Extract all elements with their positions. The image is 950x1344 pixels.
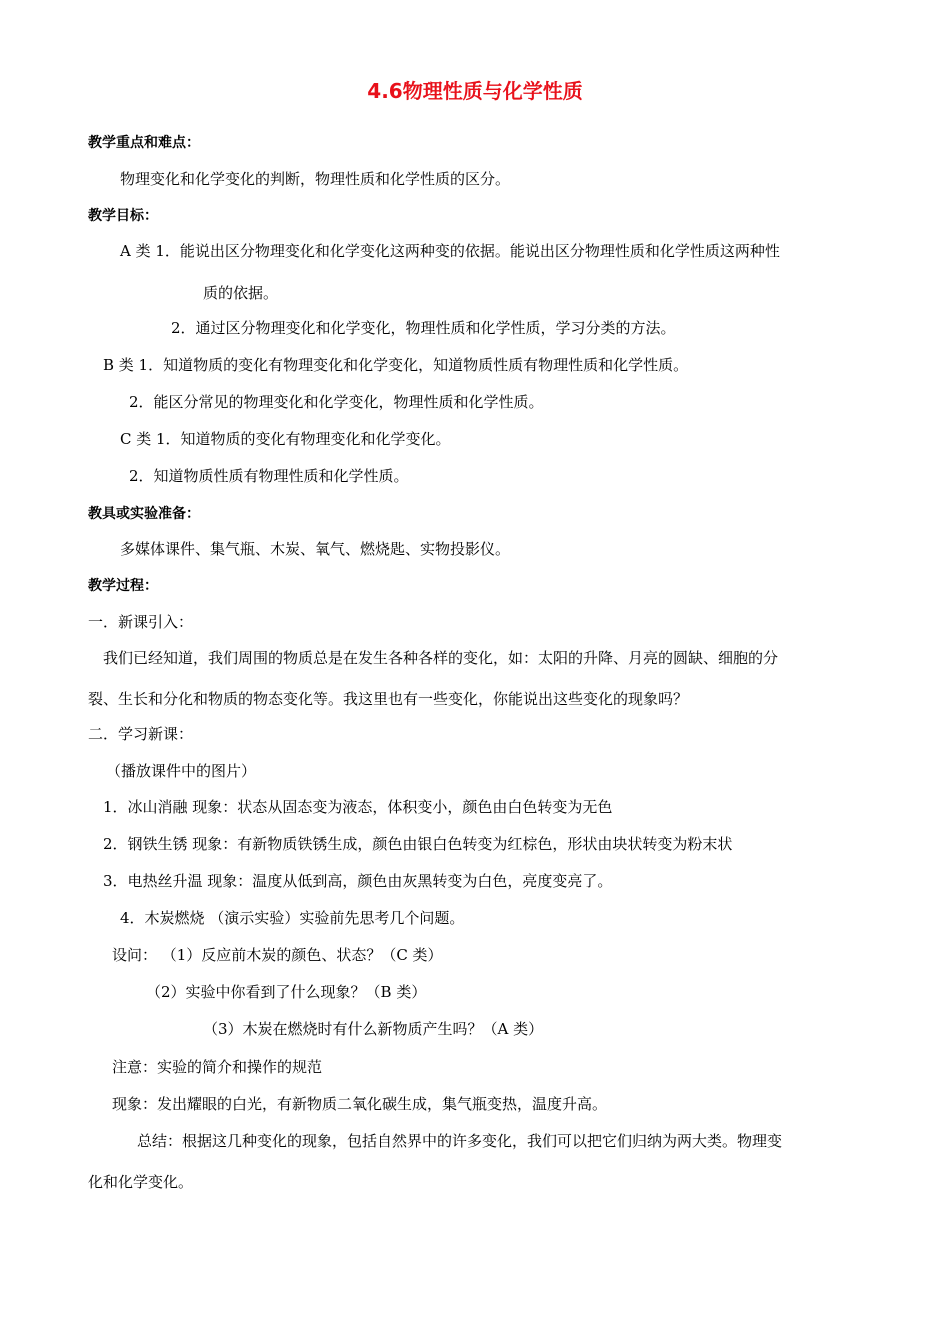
example-item-1: 1．冰山消融 现象：状态从固态变为液态，体积变小，颜色由白色转变为无色	[103, 798, 613, 816]
objective-b1: B 类 1．知道物质的变化有物理变化和化学变化，知道物质性质有物理性质和化学性质。	[103, 356, 689, 374]
play-note: （播放课件中的图片）	[106, 762, 257, 780]
question-2: （2）实验中你看到了什么现象？（B 类）	[146, 983, 427, 1001]
key-points-heading: 教学重点和难点：	[88, 135, 200, 151]
summary-line2: 化和化学变化。	[88, 1173, 194, 1191]
process-heading: 教学过程：	[88, 578, 158, 594]
question-3: （3）木炭在燃烧时有什么新物质产生吗？（A 类）	[203, 1020, 544, 1038]
intro-line1: 我们已经知道，我们周围的物质总是在发生各种各样的变化，如：太阳的升降、月亮的圆缺、细胞的分	[103, 649, 779, 667]
objective-a1-line2: 质的依据。	[203, 284, 279, 302]
objectives-heading: 教学目标：	[88, 208, 158, 224]
document-title: 4.6物理性质与化学性质	[367, 79, 583, 103]
objective-c2: 2．知道物质性质有物理性质和化学性质。	[129, 467, 409, 485]
experiment-phenomenon: 现象：发出耀眼的白光，有新物质二氧化碳生成，集气瓶变热，温度升高。	[112, 1095, 608, 1113]
example-item-3: 3．电热丝升温 现象：温度从低到高，颜色由灰黑转变为白色，亮度变亮了。	[103, 872, 613, 890]
materials-heading: 教具或实验准备：	[88, 506, 200, 522]
question-1: 设问： （1）反应前木炭的颜色、状态？（C 类）	[112, 946, 443, 964]
summary-line1: 总结：根据这几种变化的现象，包括自然界中的许多变化，我们可以把它们归纳为两大类。物理变	[137, 1132, 783, 1150]
example-item-4: 4．木炭燃烧 （演示实验）实验前先思考几个问题。	[120, 909, 465, 927]
materials-text: 多媒体课件、集气瓶、木炭、氧气、燃烧匙、实物投影仪。	[120, 540, 511, 558]
new-lesson-heading: 二．学习新课：	[88, 725, 194, 743]
objective-c1: C 类 1．知道物质的变化有物理变化和化学变化。	[120, 430, 451, 448]
intro-heading: 一．新课引入：	[88, 613, 194, 631]
objective-a1-line1: A 类 1．能说出区分物理变化和化学变化这两种变的依据。能说出区分物理性质和化学性质这两种性	[120, 242, 780, 260]
intro-line2: 裂、生长和分化和物质的物态变化等。我这里也有一些变化，你能说出这些变化的现象吗？	[88, 690, 689, 708]
example-item-2: 2．钢铁生锈 现象：有新物质铁锈生成，颜色由银白色转变为红棕色，形状由块状转变为粉末状	[103, 835, 733, 853]
objective-a2: 2．通过区分物理变化和化学变化，物理性质和化学性质，学习分类的方法。	[171, 319, 676, 337]
objective-b2: 2．能区分常见的物理变化和化学变化，物理性质和化学性质。	[129, 393, 544, 411]
experiment-note: 注意：实验的简介和操作的规范	[112, 1058, 323, 1076]
key-points-text: 物理变化和化学变化的判断，物理性质和化学性质的区分。	[120, 170, 511, 188]
